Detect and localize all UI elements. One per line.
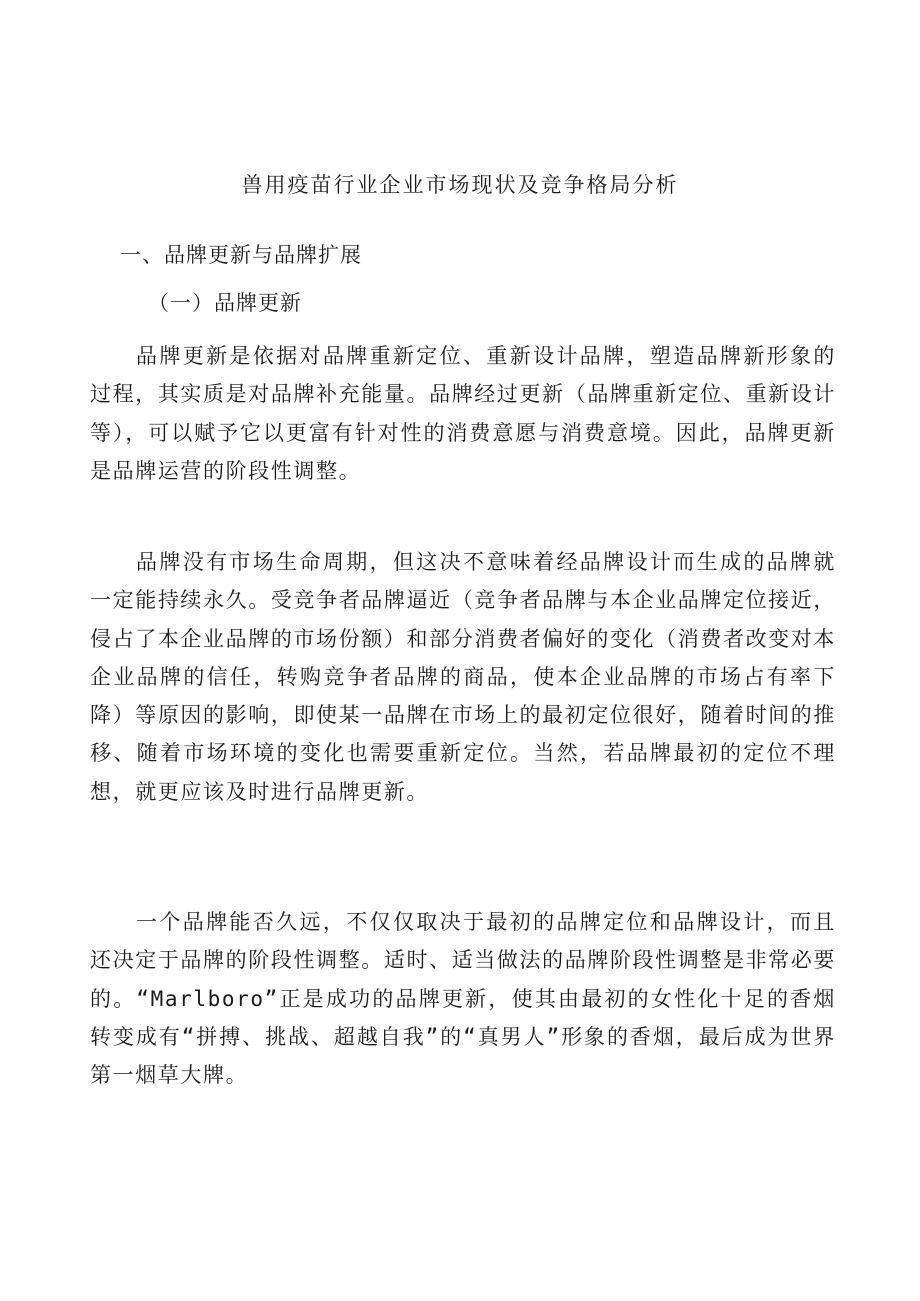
paragraph-2: 品牌没有市场生命周期，但这决不意味着经品牌设计而生成的品牌就一定能持续永久。受竞争者品牌逼近（竞争者品牌与本企业品牌定位接近，侵占了本企业品牌的市场份额）和部分消费者偏好的变化（消费者改变对本企业品牌的信任，转购竞争者品牌的商品，使本企业品牌的市场占有率下降）等原因的影响，即使某一品牌在市场上的最初定位很好，随着时间的推移、随着市场环境的变化也需要重新定位。当然，若品牌最初的定位不理想，就更应该及时进行品牌更新。 xyxy=(90,550,836,804)
paragraph-1: 品牌更新是依据对品牌重新定位、重新设计品牌，塑造品牌新形象的过程，其实质是对品牌补充能量。品牌经过更新（品牌重新定位、重新设计等），可以赋予它以更富有针对性的消费意愿与消费意境。因此，品牌更新是品牌运营的阶段性调整。 xyxy=(90,344,836,483)
paragraph-3: 一个品牌能否久远，不仅仅取决于最初的品牌定位和品牌设计，而且还决定于品牌的阶段性调整。适时、适当做法的品牌阶段性调整是非常必要的。“Marlboro”正是成功的品牌更新，使其由最初的女性化十足的香烟转变成有“拼搏、挑战、超越自我”的“真男人”形象的香烟，最后成为世界第一烟草大牌。 xyxy=(90,910,836,1088)
subsection-heading: （一）品牌更新 xyxy=(148,291,302,315)
document-title: 兽用疫苗行业企业市场现状及竞争格局分析 xyxy=(241,173,679,197)
section-heading: 一、品牌更新与品牌扩展 xyxy=(120,243,362,267)
